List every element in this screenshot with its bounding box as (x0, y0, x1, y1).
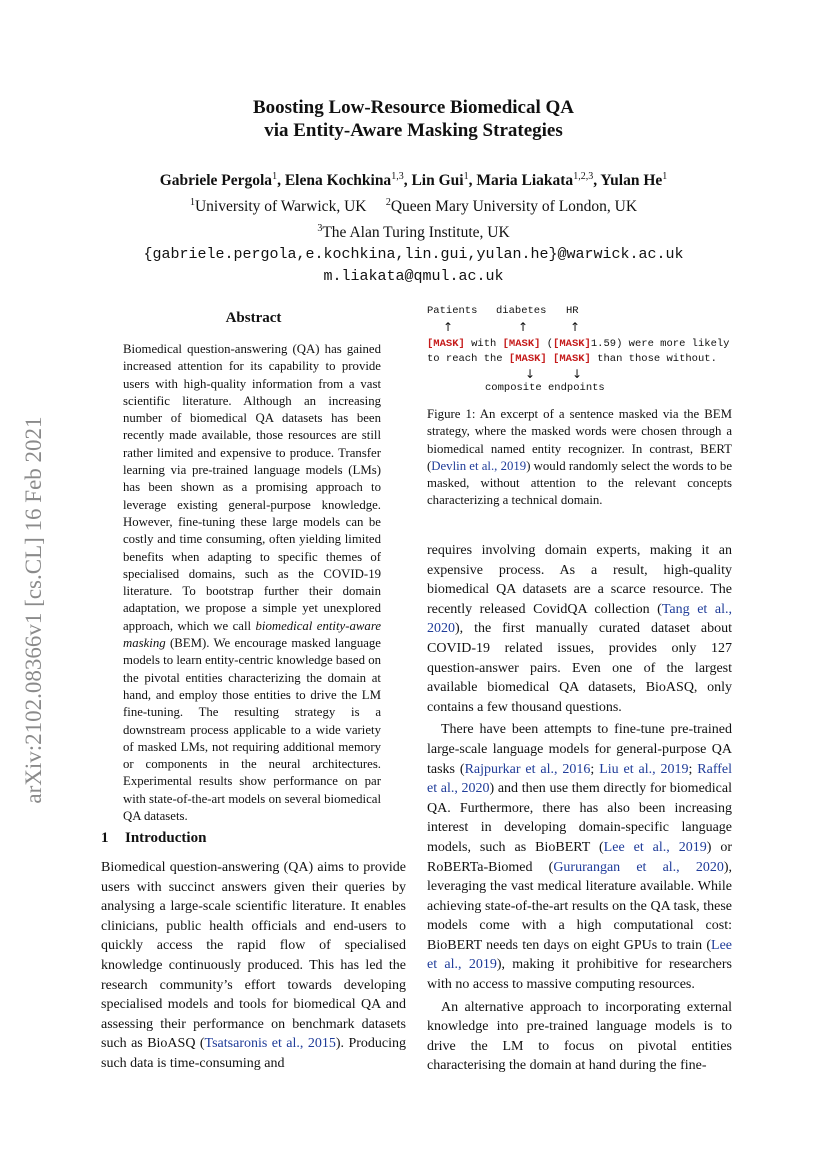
author-3: Lin Gui (411, 172, 464, 190)
citation-lee[interactable]: Lee et al., 2019 (427, 937, 732, 973)
author-2: Elena Kochkina (284, 172, 392, 190)
intro-text-a: Biomedical question-answering (QA) aims to provide users with succinct answers given their queries by analysing a large-scale scientific literature. It enables clinicians, public health officials and end-users to quickly access the rapid flow of specialised knowledge continuously produced. This has led the research community’s effort towards developing specialised models and tools for biomedical QA and assessing their performance on benchmark datasets such as BioASQ ( (101, 860, 406, 1052)
mask-token: [MASK] (553, 338, 591, 350)
affiliation-2: Queen Mary University of London, UK (390, 198, 638, 216)
citation-tsatsaronis[interactable]: Tsatsaronis et al., 2015 (204, 1036, 336, 1052)
fig-text: with (464, 338, 503, 350)
email-1[interactable]: {gabriele.pergola,e.kochkina,lin.gui,yulan.he}@warwick.ac.uk (143, 246, 684, 264)
up-arrow-icon: ↑ (518, 320, 529, 334)
separator: ; (590, 761, 600, 777)
mask-token: [MASK] (502, 338, 541, 350)
citation-tang[interactable]: Tang et al., 2020 (427, 601, 732, 637)
email-2[interactable]: m.liakata@qmul.ac.uk (323, 268, 504, 286)
masked-sentence-line-2 (427, 353, 717, 365)
fig-text: to reach the (427, 353, 509, 365)
right-p1-text-a: requires involving domain experts, making it an expensive process. As a result, high-quality biomedical QA datasets are a scarce resource. The recently released CovidQA collection ( (427, 543, 732, 617)
citation-lee[interactable]: Lee et al., 2019 (603, 839, 707, 855)
section-title: Introduction (125, 830, 207, 846)
right-p2-text-b: ) and then use them directly for biomedical QA. Furthermore, there has also been increasing interest in developing domain-specific language models, such as BioBERT ( (427, 781, 732, 855)
figure-1-caption (427, 406, 732, 510)
up-arrow-icon: ↑ (570, 320, 581, 334)
arxiv-id-text: arXiv:2102.08366v1 [cs.CL] 16 Feb 2021 (21, 416, 46, 804)
separator: ; (688, 761, 698, 777)
title-line-1: Boosting Low-Resource Biomedical QA (252, 97, 575, 118)
paper-title (0, 96, 827, 142)
caption-text-b: ) would randomly select the words to be masked, without attention to the relevant concepts characterizing a technical domain. (427, 458, 732, 508)
mask-token: [MASK] (553, 353, 591, 365)
affiliations-line-1 (0, 192, 827, 218)
right-p1-text-b: ), the first manually curated dataset about COVID-19 related issues, provides only 127 question-answer pairs. Even one of the largest available biomedical QA datasets, BioASQ, only contains a few thousand questions. (427, 621, 732, 715)
aff1-marker: 1 (189, 197, 195, 209)
abstract-part-1: Biomedical question-answering (QA) has gained increased attention for its capability to provide users with high-quality information from a vast scientific literature. Although an increasing number of biomedical QA datasets has been recently made available, those resources are still rather limited and expensive to produce. Transfer learning via pre-trained language models (LMs) has been shown as a promising approach to leverage existing general-purpose knowledge. However, fine-tuning these large models can be costly and time consuming, often yielding limited benefits when adapting to specific themes of specialised domains, such as the COVID-19 literature. To bootstrap further their domain adaptation, we propose a simple yet unexplored approach, which we call (123, 342, 381, 633)
label-hr: HR (566, 305, 579, 317)
citation-rajpurkar[interactable]: Rajpurkar et al., 2016 (464, 761, 591, 777)
caption-text-a: Figure 1: An excerpt of a sentence masked via the BEM strategy, where the masked words were chosen through a biomedical named entity recognizer. In contrast, BERT ( (427, 407, 732, 473)
abstract-italic-term: biomedical entity-aware masking (123, 618, 381, 651)
aff2-marker: 2 (385, 197, 391, 209)
author-block (0, 166, 827, 288)
author-3-affil: 1 (463, 171, 469, 182)
author-5-affil: 1 (662, 171, 668, 182)
affiliations-line-2 (0, 218, 827, 244)
aff3-marker: 3 (317, 223, 323, 235)
affiliation-3: The Alan Turing Institute, UK (322, 224, 510, 242)
title-line-2: via Entity-Aware Masking Strategies (264, 120, 563, 141)
section-heading-introduction (101, 830, 206, 847)
up-arrow-icon: ↑ (443, 320, 454, 334)
author-names: Gabriele Pergola$^1$, Elena Kochkina$^{1,3}$, Lin Gui$^1$, Maria Liakata$^{1,2,3}$, Yulan He$^1$ (159, 171, 668, 190)
citation-liu[interactable]: Liu et al., 2019 (599, 761, 689, 777)
fig-text: ( (540, 338, 554, 350)
masked-sentence-line-1 (427, 338, 729, 350)
label-patients: Patients (427, 305, 478, 317)
mask-token: [MASK] (508, 353, 547, 365)
section-number: 1 (101, 830, 109, 846)
label-composite-endpoints: composite endpoints (485, 382, 605, 394)
paragraph-right-2 (427, 720, 732, 994)
mask-token: [MASK] (427, 338, 465, 350)
abstract-text (123, 341, 381, 825)
paragraph-right-3: An alternative approach to incorporating external knowledge into pre-trained language models is to drive the LM to focus on pivotal entities characterising the domain at hand during the fine- (427, 999, 732, 1074)
abstract-part-2: (BEM). We encourage masked language models to learn entity-centric knowledge based on the pivotal entities characterizing the domain at hand, and employ those entities to drive the LM fine-tuning. The resulting strategy is a downstream process applicable to a wide variety of masked LMs, not requiring additional memory or components in the neural architectures. Experimental results show performance on par with state-of-the-art models on several biomedical QA datasets. (123, 636, 381, 824)
author-2-affil: 1,3 (391, 171, 404, 182)
arxiv-identifier (14, 370, 54, 850)
right-column-text (427, 541, 732, 1076)
right-p2-text-c: ) or RoBERTa-Biomed ( (427, 839, 733, 875)
introduction-paragraph-1 (101, 858, 406, 1074)
author-1: Gabriele Pergola (159, 172, 273, 190)
author-4: Maria Liakata (476, 172, 574, 190)
citation-gururangan[interactable]: Gururangan et al., 2020 (553, 859, 724, 875)
intro-text-b: ). Producing such data is time-consuming and (101, 1036, 406, 1071)
affiliation-1: University of Warwick, UK (194, 198, 367, 216)
figure-1 (427, 305, 732, 405)
author-5: Yulan He (600, 172, 663, 190)
citation-raffel[interactable]: Raffel et al., 2020 (427, 761, 733, 797)
down-arrow-icon: ↓ (572, 367, 583, 381)
label-diabetes: diabetes (496, 305, 547, 317)
author-1-affil: 1 (272, 171, 278, 182)
right-p2-text-a: There have been attempts to fine-tune pre-trained large-scale language models for general-purpose QA tasks ( (427, 722, 732, 777)
right-p2-text-d: ), leveraging the vast medical literature available. While achieving state-of-the-art results on the QA task, these models come with a high computational cost: BioBERT needs ten days on eight GPUs to train ( (427, 859, 732, 953)
citation-devlin[interactable]: Devlin et al., 2019 (431, 458, 527, 473)
author-4-affil: 1,2,3 (573, 171, 594, 182)
abstract-heading: Abstract (225, 310, 282, 326)
fig-text: than those without. (590, 353, 717, 365)
fig-text: 1.59) were more likely (590, 338, 730, 350)
right-p2-text-e: ), making it prohibitive for researchers with no access to massive computing resources. (427, 957, 732, 993)
paragraph-right-1 (427, 541, 732, 717)
down-arrow-icon: ↓ (525, 367, 536, 381)
